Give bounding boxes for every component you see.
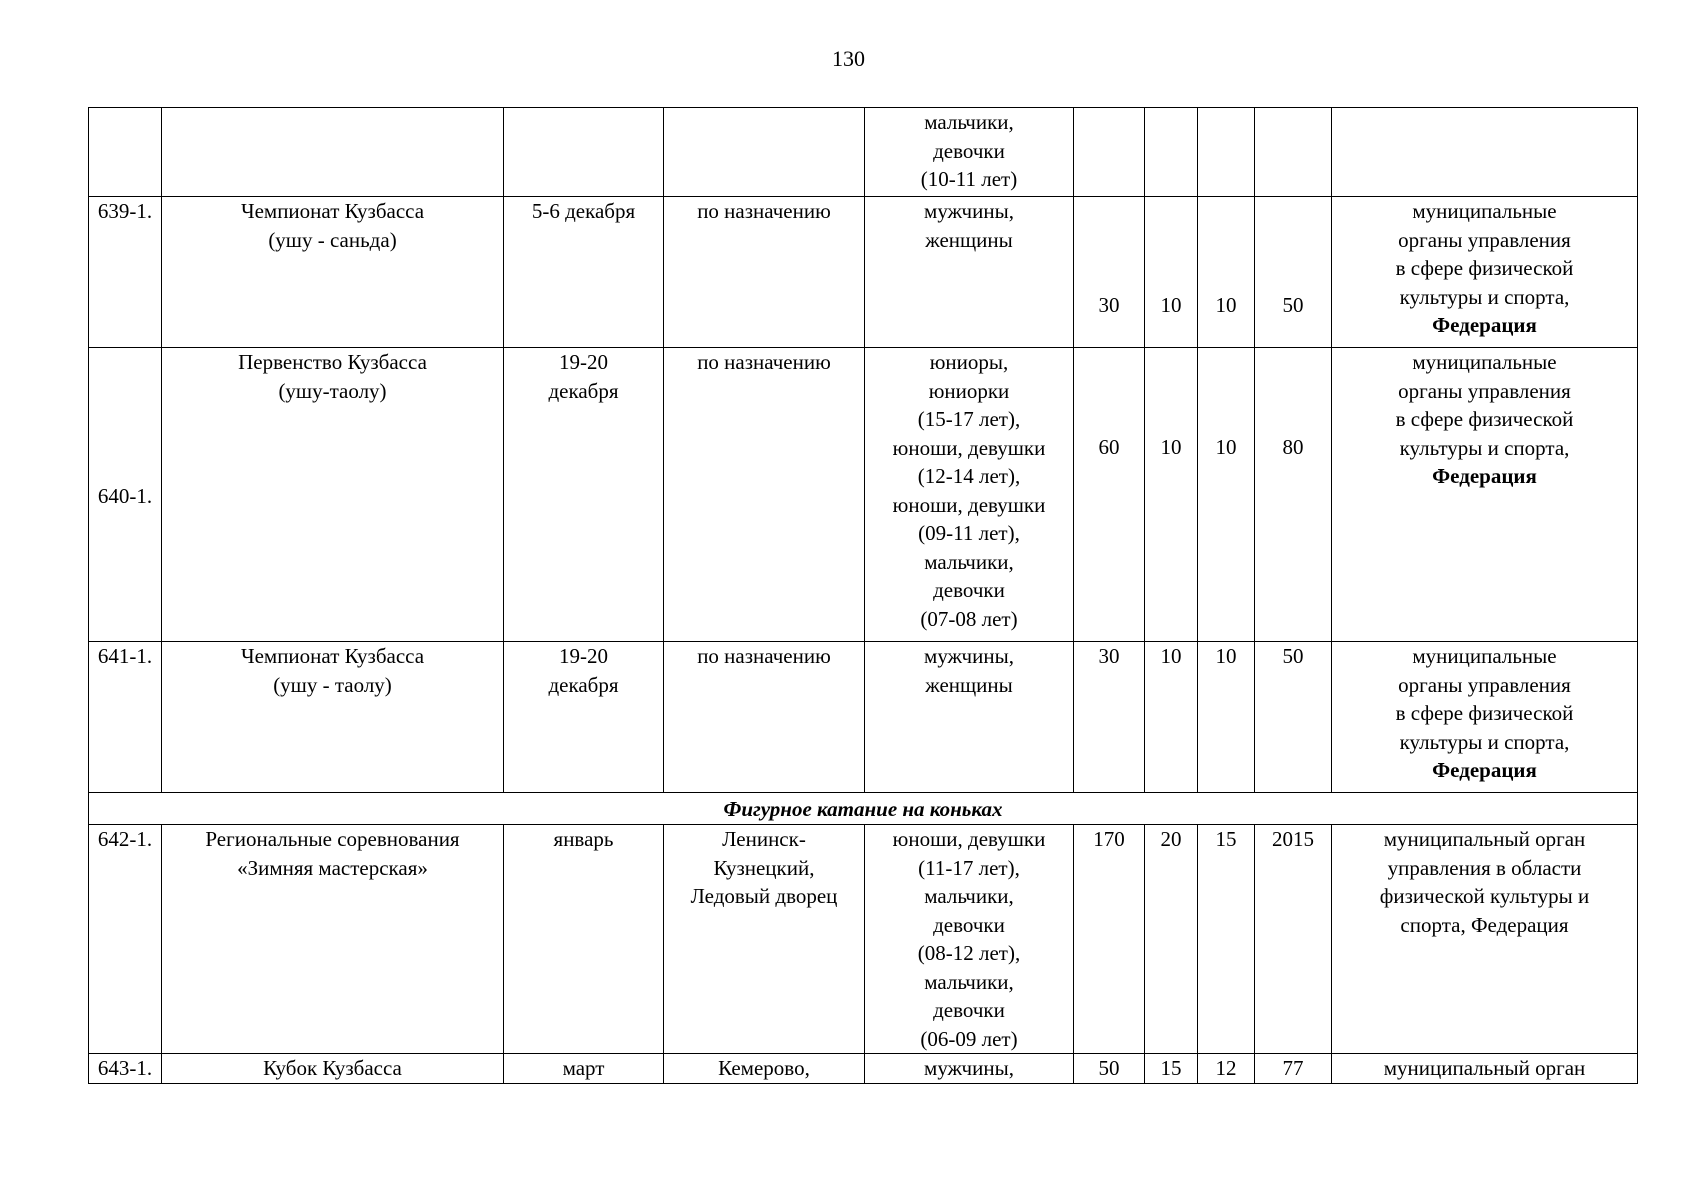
table-row (89, 348, 1638, 642)
cell-participants: мужчины, женщины (865, 642, 1074, 793)
cell-count-3: 15 (1198, 825, 1255, 1054)
cell-organizer: муниципальный орган (1332, 1054, 1638, 1084)
cell-date: март (504, 1054, 664, 1084)
cell-num: 642-1. (89, 825, 162, 1054)
cell-place: по назначению (664, 197, 865, 348)
cell-organizer (1332, 348, 1638, 642)
cell-count-total: 80 (1255, 348, 1332, 642)
cell-date: 19-20 декабря (504, 642, 664, 793)
cell-place (664, 108, 865, 197)
cell-participants: юноши, девушки (11-17 лет), мальчики, девочки (08-12 лет), мальчики, девочки (06-09 лет) (865, 825, 1074, 1054)
cell-count-total: 50 (1255, 197, 1332, 348)
cell-count-1: 30 (1074, 197, 1145, 348)
organizer-federation: Федерация (1432, 464, 1537, 488)
cell-participants: мужчины, (865, 1054, 1074, 1084)
cell-count-total: 2015 (1255, 825, 1332, 1054)
cell-name: Кубок Кузбасса (162, 1054, 504, 1084)
cell-place: Кемерово, (664, 1054, 865, 1084)
cell-name (162, 108, 504, 197)
organizer-federation: Федерация (1432, 758, 1537, 782)
cell-num (89, 108, 162, 197)
events-table (88, 107, 1638, 1084)
cell-count-3: 10 (1198, 642, 1255, 793)
cell-count-total: 77 (1255, 1054, 1332, 1084)
cell-num: 639-1. (89, 197, 162, 348)
cell-name: Первенство Кузбасса (ушу-таолу) (162, 348, 504, 642)
cell-num: 643-1. (89, 1054, 162, 1084)
cell-count-total: 50 (1255, 642, 1332, 793)
cell-count-2: 15 (1145, 1054, 1198, 1084)
cell-place: Ленинск- Кузнецкий, Ледовый дворец (664, 825, 865, 1054)
page-number: 130 (832, 46, 865, 71)
cell-name: Чемпионат Кузбасса (ушу - саньда) (162, 197, 504, 348)
cell-participants: юниоры, юниорки (15-17 лет), юноши, девушки (12-14 лет), юноши, девушки (09-11 лет), мальчики, девочки (07-08 лет) (865, 348, 1074, 642)
cell-count-2: 10 (1145, 197, 1198, 348)
cell-count-1: 50 (1074, 1054, 1145, 1084)
cell-organizer (1332, 642, 1638, 793)
cell-organizer (1332, 197, 1638, 348)
organizer-federation: Федерация (1432, 313, 1537, 337)
cell-date: 5-6 декабря (504, 197, 664, 348)
cell-organizer: муниципальный орган управления в области физической культуры и спорта, Федерация (1332, 825, 1638, 1054)
table-row (89, 825, 1638, 1054)
section-title: Фигурное катание на коньках (89, 793, 1638, 825)
table-row (89, 642, 1638, 793)
cell-name: Региональные соревнования «Зимняя мастерская» (162, 825, 504, 1054)
organizer-text: муниципальные органы управления в сфере физической культуры и спорта, (1395, 644, 1574, 754)
table-row (89, 108, 1638, 197)
cell-count-1: 30 (1074, 642, 1145, 793)
table-row (89, 197, 1638, 348)
cell-date: 19-20 декабря (504, 348, 664, 642)
cell-count-3: 12 (1198, 1054, 1255, 1084)
table-row (89, 1054, 1638, 1084)
cell-count-2 (1145, 108, 1198, 197)
cell-count-total (1255, 108, 1332, 197)
cell-count-2: 10 (1145, 348, 1198, 642)
section-header-row (89, 793, 1638, 825)
cell-date (504, 108, 664, 197)
cell-count-1 (1074, 108, 1145, 197)
cell-count-3 (1198, 108, 1255, 197)
cell-organizer (1332, 108, 1638, 197)
cell-count-1: 60 (1074, 348, 1145, 642)
cell-count-1: 170 (1074, 825, 1145, 1054)
cell-participants: мужчины, женщины (865, 197, 1074, 348)
cell-participants: мальчики, девочки (10-11 лет) (865, 108, 1074, 197)
cell-count-3: 10 (1198, 197, 1255, 348)
cell-count-2: 20 (1145, 825, 1198, 1054)
organizer-text: муниципальные органы управления в сфере физической культуры и спорта, (1395, 199, 1574, 309)
cell-name: Чемпионат Кузбасса (ушу - таолу) (162, 642, 504, 793)
cell-place: по назначению (664, 348, 865, 642)
cell-count-3: 10 (1198, 348, 1255, 642)
cell-count-2: 10 (1145, 642, 1198, 793)
organizer-text: муниципальные органы управления в сфере физической культуры и спорта, (1395, 350, 1574, 460)
cell-num: 640-1. (89, 348, 162, 642)
cell-num: 641-1. (89, 642, 162, 793)
cell-date: январь (504, 825, 664, 1054)
cell-place: по назначению (664, 642, 865, 793)
